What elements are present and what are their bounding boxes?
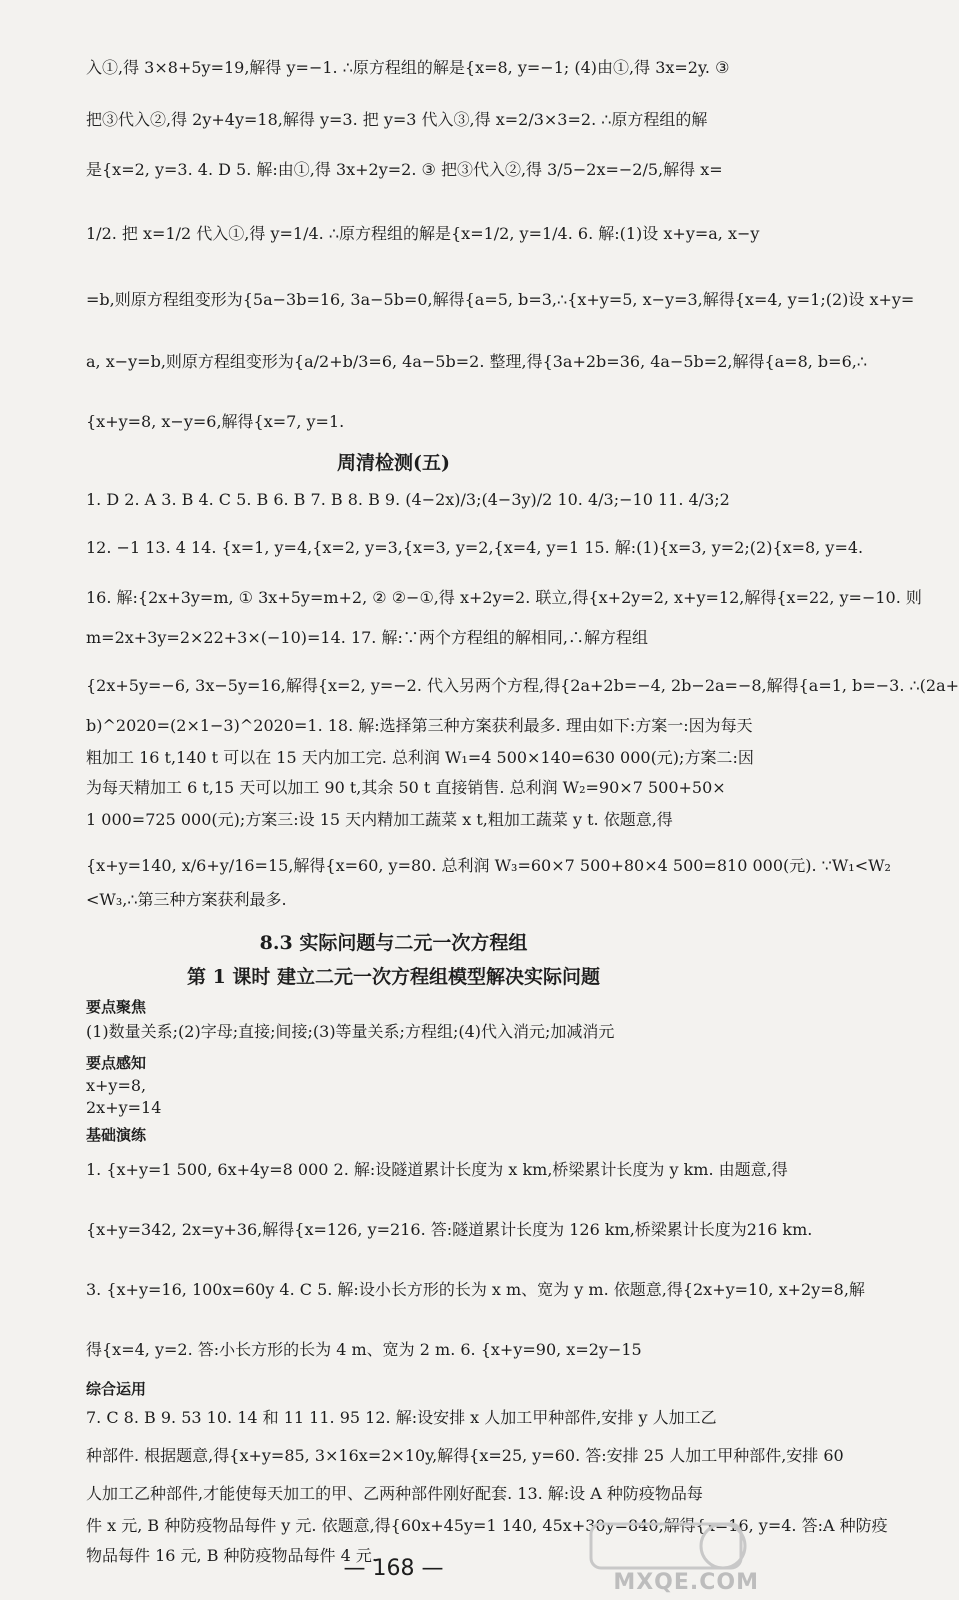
text-line: {2x+5y=−6, 3x−5y=16,解得{x=2, y=−2. 代入另两个方程,得{2a+2b=−4, 2b−2a=−8,解得{a=1, b=−3. ∴(2a+ [86,676,959,695]
weekly-test-title: 周清检测(五) [337,452,450,474]
heading-comprehensive: 综合运用 [86,1380,147,1398]
text-line: {x+y=140, x/6+y/16=15,解得{x=60, y=80. 总利润 W₃=60×7 500+80×4 500=810 000(元). ∵W₁<W₂ [86,856,891,875]
text-line: 入①,得 3×8+5y=19,解得 y=−1. ∴原方程组的解是{x=8, y=−1; (4)由①,得 3x=2y. ③ [86,58,730,77]
text-line: {x+y=8, x−y=6,解得{x=7, y=1. [86,412,345,431]
text-line: 12. −1 13. 4 14. {x=1, y=4,{x=2, y=3,{x=3, y=2,{x=4, y=1 15. 解:(1){x=3, y=2;(2){x=8, y=4. [86,538,864,557]
text-line: 16. 解:{2x+3y=m, ① 3x+5y=m+2, ② ②−①,得 x+2y=2. 联立,得{x+2y=2, x+y=12,解得{x=22, y=−10. 则 [86,588,922,607]
text-line: =b,则原方程组变形为{5a−3b=16, 3a−5b=0,解得{a=5, b=3,∴{x+y=5, x−y=3,解得{x=4, y=1;(2)设 x+y= [86,290,915,309]
watermark-text: MXQE.COM [613,1570,759,1595]
text-line: 1/2. 把 x=1/2 代入①,得 y=1/4. ∴原方程组的解是{x=1/2, y=1/4. 6. 解:(1)设 x+y=a, x−y [86,224,760,243]
text-line: 人加工乙种部件,才能使每天加工的甲、乙两种部件刚好配套. 13. 解:设 A 种防疫物品每 [86,1484,703,1503]
page-number: — 168 — [343,1556,444,1581]
text-line: 是{x=2, y=3. 4. D 5. 解:由①,得 3x+2y=2. ③ 把③代入②,得 3/5−2x=−2/5,解得 x= [86,160,723,179]
section-title: 8.3 实际问题与二元一次方程组 [259,932,528,954]
text-line: 得{x=4, y=2. 答:小长方形的长为 4 m、宽为 2 m. 6. {x+y=90, x=2y−15 [86,1340,642,1359]
text-line: x+y=8, [86,1076,147,1095]
text-line: 3. {x+y=16, 100x=60y 4. C 5. 解:设小长方形的长为 x m、宽为 y m. 依题意,得{2x+y=10, x+2y=8,解 [86,1280,865,1299]
text-line: 7. C 8. B 9. 53 10. 14 和 11 11. 95 12. 解:设安排 x 人加工甲种部件,安排 y 人加工乙 [86,1408,717,1427]
text-line: {x+y=342, 2x=y+36,解得{x=126, y=216. 答:隧道累计长度为 126 km,桥梁累计长度为216 km. [86,1220,813,1239]
text-line: 1. {x+y=1 500, 6x+4y=8 000 2. 解:设隧道累计长度为 x km,桥梁累计长度为 y km. 由题意,得 [86,1160,788,1179]
text-line: 粗加工 16 t,140 t 可以在 15 天内加工完. 总利润 W₁=4 500×140=630 000(元);方案二:因 [86,748,754,767]
text-line: 2x+y=14 [86,1098,162,1117]
text-line: b)^2020=(2×1−3)^2020=1. 18. 解:选择第三种方案获利最多. 理由如下:方案一:因为每天 [86,716,753,735]
text-line: 1. D 2. A 3. B 4. C 5. B 6. B 7. B 8. B 9. (4−2x)/3;(4−3y)/2 10. 4/3;−10 11. 4/3;2 [86,490,730,509]
text-line: 为每天精加工 6 t,15 天可以加工 90 t,其余 50 t 直接销售. 总利润 W₂=90×7 500+50× [86,778,726,797]
lesson-title: 第 1 课时 建立二元一次方程组模型解决实际问题 [186,966,601,988]
heading-perceive: 要点感知 [86,1054,147,1072]
text-line: 种部件. 根据题意,得{x+y=85, 3×16x=2×10y,解得{x=25, y=60. 答:安排 25 人加工甲种部件,安排 60 [86,1446,844,1465]
text-line: 1 000=725 000(元);方案三:设 15 天内精加工蔬菜 x t,粗加工蔬菜 y t. 依题意,得 [86,810,673,829]
text-line: (1)数量关系;(2)字母;直接;间接;(3)等量关系;方程组;(4)代入消元;加减消元 [86,1022,615,1041]
text-line: 物品每件 16 元, B 种防疫物品每件 4 元. [86,1546,377,1565]
text-line: 件 x 元, B 种防疫物品每件 y 元. 依题意,得{60x+45y=1 140, 45x+30y=840,解得{x=16, y=4. 答:A 种防疫 [86,1516,888,1535]
heading-basic: 基础演练 [86,1126,147,1144]
text-line: m=2x+3y=2×22+3×(−10)=14. 17. 解:∵两个方程组的解相同,∴解方程组 [86,628,648,647]
heading-focus: 要点聚焦 [86,998,147,1016]
text-line: <W₃,∴第三种方案获利最多. [86,890,287,909]
text-line: 把③代入②,得 2y+4y=18,解得 y=3. 把 y=3 代入③,得 x=2/3×3=2. ∴原方程组的解 [86,110,708,129]
text-line: a, x−y=b,则原方程组变形为{a/2+b/3=6, 4a−5b=2. 整理,得{3a+2b=36, 4a−5b=2,解得{a=8, b=6,∴ [86,352,868,371]
